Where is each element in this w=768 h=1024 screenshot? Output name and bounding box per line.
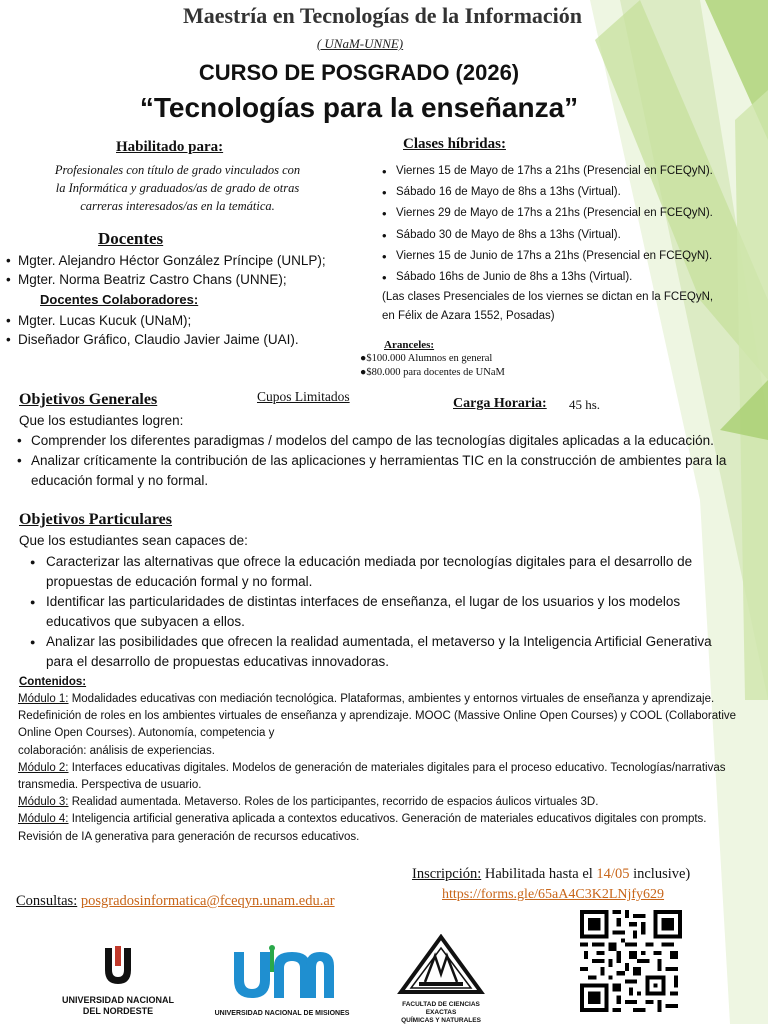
unne-name-line: UNIVERSIDAD NACIONAL bbox=[61, 995, 174, 1005]
unne-logo bbox=[54, 944, 182, 1018]
objetivo-particular-item: ● Identificar las particularidades de distintas interfaces de enseñanza, el lugar de los usuarios y los modelos educativos que subyacen a ellos. bbox=[30, 592, 742, 632]
contenidos-heading: Contenidos: bbox=[19, 676, 87, 688]
fceqyn-emblem-icon bbox=[395, 934, 487, 996]
modulo-3-text: Realidad aumentada. Metaverso. Roles de los participantes, recorrido de espacios áulicos virtuales 3D. bbox=[68, 796, 599, 809]
clase-item: • Sábado 30 de Mayo de 8hs a 13hs (Virtual). bbox=[382, 225, 713, 246]
colaboradores-list bbox=[6, 311, 299, 349]
program-title: Maestría en Tecnologías de la Información bbox=[182, 3, 583, 28]
consultas-email-link[interactable]: posgradosinformatica@fceqyn.unam.edu.ar bbox=[80, 893, 335, 909]
objetivo-general-item: • Comprender los diferentes paradigmas / modelos del campo de las tecnologías digitales aplicadas a la educación. bbox=[17, 431, 752, 451]
modulo-2-text: Interfaces educativas digitales. Modelos de generación de materiales digitales para el proceso educativo. Tecnologías/narrativas transmedia. Perspectiva de usuario. bbox=[18, 761, 726, 792]
habilitado-description bbox=[20, 161, 335, 215]
carga-horaria-label: Carga Horaria: bbox=[453, 396, 547, 411]
clase-item: • Viernes 29 de Mayo de 17hs a 21hs (Presencial en FCEQyN). bbox=[382, 203, 713, 224]
aranceles-list bbox=[360, 352, 505, 380]
objetivo-particular-item: ● Analizar las posibilidades que ofrecen la realidad aumentada, el metaverso y la Inteligencia Artificial Generativa para el desarrollo de propuestas educativas innovadoras. bbox=[30, 632, 742, 672]
objetivos-particulares-list bbox=[30, 552, 742, 672]
inscripcion-text-after: inclusive) bbox=[629, 866, 691, 882]
objetivos-particulares-intro: Que los estudiantes sean capaces de: bbox=[19, 533, 248, 548]
modulo-3 bbox=[18, 794, 748, 811]
institution-subtitle: ( UNaM-UNNE) bbox=[316, 36, 404, 51]
modulo-4 bbox=[18, 811, 748, 845]
unam-logo bbox=[212, 944, 352, 1018]
docente-item: • Mgter. Alejandro Héctor González Príncipe (UNLP); bbox=[6, 251, 326, 270]
docentes-heading: Docentes bbox=[98, 229, 164, 248]
modulo-1-label: Módulo 1: bbox=[18, 693, 69, 705]
clases-note-line: en Félix de Azara 1552, Posadas) bbox=[382, 310, 555, 322]
objetivo-particular-item: ● Caracterizar las alternativas que ofrece la educación mediada por tecnologías digitales para el desarrollo de propuestas de educación formal y no formal. bbox=[30, 552, 742, 592]
clase-item: • Viernes 15 de Junio de 17hs a 21hs (Presencial en FCEQyN). bbox=[382, 246, 713, 267]
habilitado-line: Profesionales con título de grado vinculados con bbox=[54, 163, 301, 177]
habilitado-line: carreras interesados/as en la temática. bbox=[80, 199, 275, 213]
docente-item: • Mgter. Norma Beatriz Castro Chans (UNNE); bbox=[6, 270, 326, 289]
fceqyn-name-line: QUÍMICAS Y NATURALES bbox=[401, 1017, 481, 1024]
inscripcion-form-link[interactable]: https://forms.gle/65aA4C3K2LNjfy629 bbox=[442, 887, 665, 902]
colaborador-item: • Diseñador Gráfico, Claudio Javier Jaime (UAI). bbox=[6, 330, 299, 349]
unne-name-line: DEL NORDESTE bbox=[82, 1006, 154, 1016]
inscripcion-label: Inscripción: bbox=[412, 866, 482, 882]
unne-emblem-icon bbox=[54, 944, 182, 990]
modulo-1-text: Modalidades educativas con mediación tecnológica. Plataformas, ambientes y entornos virtuales de enseñanza y aprendizaje. Redefinición de roles en los ambientes virtuales de enseñanza y aprendizaje. MOOC (Massive Online Open Courses) y COOL (Collaborative Online Open Courses). Autonomía, competencia y bbox=[18, 693, 737, 740]
unam-emblem-icon bbox=[212, 944, 352, 1004]
modulo-1 bbox=[18, 691, 748, 743]
modulo-1-cont: colaboración: análisis de experiencias. bbox=[18, 744, 215, 757]
modulo-2-label: Módulo 2: bbox=[18, 761, 69, 774]
course-heading: CURSO DE POSGRADO (2026) bbox=[198, 60, 520, 85]
modulo-4-label: Módulo 4: bbox=[18, 813, 69, 826]
objetivos-particulares-heading: Objetivos Particulares bbox=[19, 511, 173, 528]
clase-item: • Sábado 16 de Mayo de 8hs a 13hs (Virtual). bbox=[382, 182, 713, 203]
habilitado-line: la Informática y graduados/as de grado de otras bbox=[55, 181, 300, 195]
fceqyn-name-line: FACULTAD DE CIENCIAS EXACTAS bbox=[402, 1001, 480, 1016]
clases-heading: Clases híbridas: bbox=[403, 136, 506, 152]
cupos-limitados: Cupos Limitados bbox=[257, 389, 350, 404]
objetivos-generales-heading: Objetivos Generales bbox=[19, 391, 158, 408]
contenidos-body bbox=[18, 691, 748, 846]
clases-note-line: (Las clases Presenciales de los viernes se dictan en la FCEQyN, bbox=[382, 291, 714, 303]
aranceles-heading: Aranceles: bbox=[384, 339, 435, 351]
colaborador-item: • Mgter. Lucas Kucuk (UNaM); bbox=[6, 311, 299, 330]
fceqyn-logo bbox=[395, 934, 487, 1024]
modulo-2 bbox=[18, 760, 748, 794]
inscripcion-line bbox=[412, 866, 690, 883]
clases-note bbox=[382, 288, 762, 326]
consultas-label: Consultas: bbox=[16, 893, 78, 909]
modulo-4-text: Inteligencia artificial generativa aplicada a contextos educativos. Generación de materiales educativos digitales con prompts. Revisión de IA generativa para generación de recursos educativos. bbox=[18, 813, 707, 843]
qr-code-icon[interactable] bbox=[580, 910, 682, 1012]
arancel-item: ●$80.000 para docentes de UNaM bbox=[360, 367, 505, 378]
objetivos-generales-intro: Que los estudiantes logren: bbox=[19, 413, 184, 428]
objetivos-generales-list bbox=[17, 431, 752, 491]
objetivo-general-item: • Analizar críticamente la contribución de las aplicaciones y herramientas TIC en la construcción de ambientes para la educación formal y no formal. bbox=[17, 451, 752, 491]
clases-list bbox=[382, 161, 713, 288]
modulo-3-label: Módulo 3: bbox=[18, 796, 69, 809]
docentes-list bbox=[6, 251, 326, 289]
colaboradores-heading: Docentes Colaboradores: bbox=[40, 292, 199, 307]
unam-name: UNIVERSIDAD NACIONAL DE MISIONES bbox=[214, 1010, 350, 1017]
carga-horaria-value: 45 hs. bbox=[569, 397, 601, 412]
habilitado-heading: Habilitado para: bbox=[116, 139, 224, 155]
clase-item: • Sábado 16hs de Junio de 8hs a 13hs (Virtual). bbox=[382, 267, 713, 288]
course-title: “Tecnologías para la enseñanza” bbox=[139, 92, 579, 123]
inscripcion-text: Habilitada hasta el bbox=[481, 866, 597, 882]
inscripcion-date: 14/05 bbox=[596, 866, 630, 882]
clase-item: • Viernes 15 de Mayo de 17hs a 21hs (Presencial en FCEQyN). bbox=[382, 161, 713, 182]
consultas-line bbox=[16, 893, 335, 910]
arancel-item: ●$100.000 Alumnos en general bbox=[360, 353, 493, 364]
